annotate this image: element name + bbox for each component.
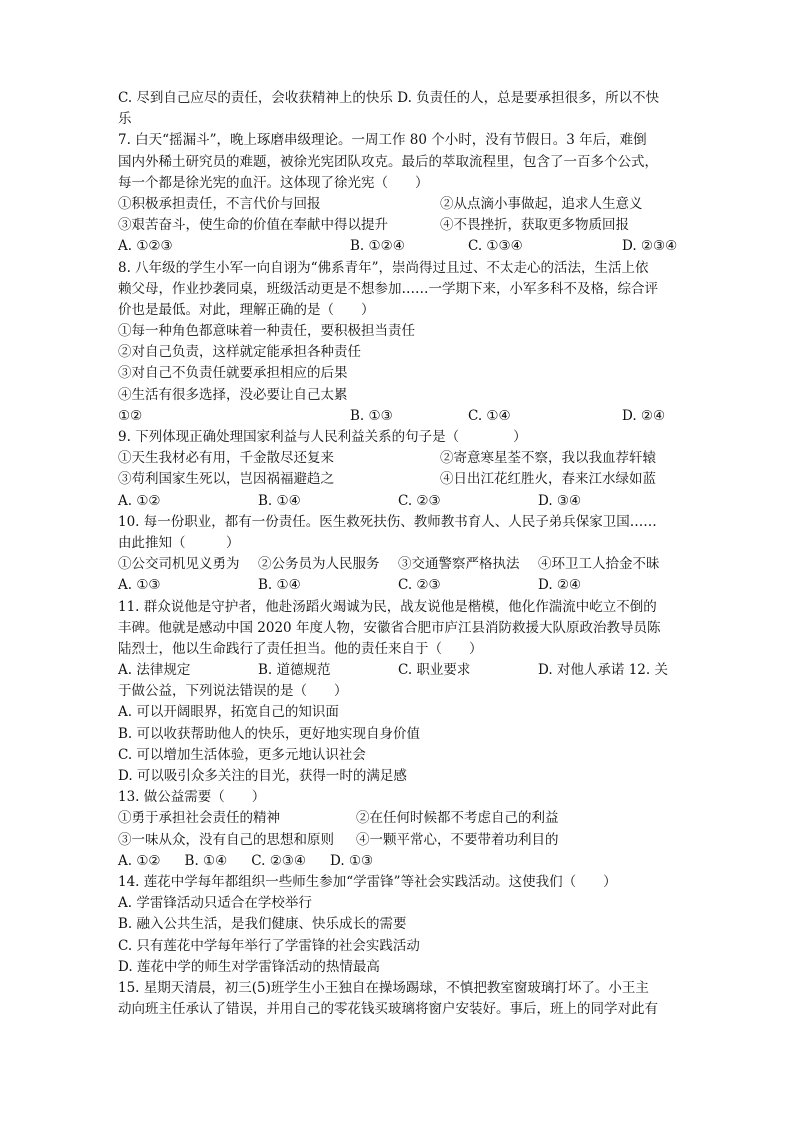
exam-content — [118, 88, 678, 1020]
statement: ①公交司机见义勇为 — [118, 556, 240, 573]
statement: ④环卫工人拾金不昧 — [538, 556, 660, 573]
question-15-stem: 15. 星期天清晨，初三(5)班学生小王独自在操场踢球，不慎把教室窗玻璃打坏了。小王主 — [118, 979, 649, 996]
statement: ③一味从众，没有自己的思想和原则 — [118, 831, 334, 848]
choice-c: C. 只有莲花中学每年举行了学雷锋的社会实践活动 — [118, 937, 420, 954]
question-11-stem: 11. 群众说他是守护者，他赴汤蹈火竭诚为民，战友说他是楷模，他化作湍流中屹立不倒的 — [118, 598, 657, 615]
question-13-stem: 13. 做公益需要（ ） — [118, 789, 266, 806]
question-13-choices — [118, 851, 678, 872]
question-8-stem: 赖父母，作业抄袭同桌，班级活动更是不想参加……一学期下来，小军多科不及格，综合评 — [118, 280, 658, 297]
question-11-stem: 丰碑。他就是感动中国 2020 年度人物，安徽省合肥市庐江县消防救援大队原政治教导员陈 — [118, 619, 661, 636]
question-10-stem: 由此推知（ ） — [118, 534, 240, 551]
choice-a: ①② — [118, 407, 143, 424]
question-8-stem: 价也是最低。对此，理解正确的是（ ） — [118, 301, 375, 318]
choice-b: B. ①③ — [350, 407, 393, 424]
choice-c: C. 可以增加生活体验，更多元地认识社会 — [118, 746, 366, 763]
choice-b: B. 融入公共生活，是我们健康、快乐成长的需要 — [118, 916, 407, 933]
statement: ④日出江花红胜火，春来江水绿如蓝 — [440, 471, 656, 488]
choice-a: A. 可以开阔眼界，拓宽自己的知识面 — [118, 704, 339, 721]
question-12-stem: 于做公益，下列说法错误的是（ ） — [118, 683, 348, 700]
text-line: 乐 — [118, 111, 132, 128]
choice-b: B. 道德规范 — [258, 662, 331, 679]
statement: ①积极承担责任，不言代价与回报 — [118, 195, 321, 212]
question-7-statements — [118, 215, 678, 236]
statement: ②从点滴小事做起，追求人生意义 — [440, 195, 643, 212]
statement: ②在任何时候都不考虑自己的利益 — [356, 810, 559, 827]
choice-d: D. ③④ — [538, 492, 582, 509]
choice-d: D. 对他人承诺 12. 关 — [538, 662, 668, 679]
choice-b: B. 可以收获帮助他人的快乐，更好地实现自身价值 — [118, 725, 421, 742]
statement: ①勇于承担社会责任的精神 — [118, 810, 280, 827]
choice-d: D. ①③ — [330, 852, 374, 869]
choice-a: A. 法律规定 — [118, 662, 191, 679]
text-line: C. 尽到自己应尽的责任，会收获精神上的快乐 D. 负责任的人，总是要承担很多，所以不快 — [118, 90, 660, 106]
question-7-stem: 国内外稀土研究员的难题，被徐光宪团队攻克。最后的萃取流程里，包含了一百多个公式， — [118, 153, 658, 170]
statement: ③苟利国家生死以，岂因祸福避趋之 — [118, 471, 334, 488]
question-10-statements — [118, 554, 678, 575]
question-7-stem: 7. 白天“摇漏斗”，晚上琢磨串级理论。一周工作 80 个小时，没有节假日。3 年后，难倒 — [118, 132, 647, 149]
question-14-stem: 14. 莲花中学每年都组织一些师生参加“学雷锋”等社会实践活动。这使我们（ ） — [118, 873, 617, 890]
statement: ③对自己不负责任就要承担相应的后果 — [118, 365, 348, 382]
choice-c: C. ②③④ — [251, 852, 307, 869]
choice-a: A. 学雷锋活动只适合在学校举行 — [118, 895, 312, 912]
question-10-stem: 10. 每一份职业，都有一份责任。医生救死扶伤、教师教书育人、人民子弟兵保家卫国…… — [118, 513, 657, 530]
question-8-stem: 8. 八年级的学生小军一向自诩为“佛系青年”，崇尚得过且过、不太走心的活法，生活上依 — [118, 259, 649, 276]
choice-c: C. ①④ — [468, 407, 511, 424]
statement: ③艰苦奋斗，使生命的价值在奉献中得以提升 — [118, 217, 388, 234]
choice-a: A. ①③ — [118, 577, 161, 594]
choice-d: D. ②③④ — [622, 238, 678, 255]
question-9-statements — [118, 469, 678, 490]
question-11-stem: 陆烈士，他以生命践行了责任担当。他的责任来自于（ ） — [118, 640, 483, 657]
choice-d: D. 可以吸引众多关注的目光，获得一时的满足感 — [118, 768, 407, 784]
statement: ①每一种角色都意味着一种责任，要积极担当责任 — [118, 323, 415, 340]
statement: ①天生我材必有用，千金散尽还复来 — [118, 450, 334, 467]
choice-c: C. ②③ — [398, 577, 441, 594]
statement: ②公务员为人民服务 — [258, 556, 380, 573]
statement: ④生活有很多选择，没必要让自己太累 — [118, 386, 348, 403]
question-11-choices — [118, 660, 678, 681]
choice-a: A. ①② — [118, 852, 161, 869]
choice-d: D. ②④ — [622, 407, 666, 424]
statement: ④一颗平常心，不要带着功利目的 — [356, 831, 559, 848]
question-9-stem: 9. 下列体现正确处理国家利益与人民利益关系的句子是（ ） — [118, 429, 527, 445]
question-13-statements — [118, 830, 678, 851]
question-10-choices — [118, 575, 678, 596]
question-9-statements — [118, 448, 678, 469]
statement: ②对自己负责，这样就定能承担各种责任 — [118, 344, 361, 361]
choice-c: C. ②③ — [398, 492, 441, 509]
choice-d: D. ②④ — [538, 577, 582, 594]
choice-c: C. 职业要求 — [398, 662, 471, 679]
question-8-choices — [118, 406, 678, 427]
choice-b: B. ①②④ — [350, 238, 405, 255]
choice-b: B. ①④ — [258, 492, 301, 509]
question-15-stem: 动向班主任承认了错误，并用自己的零花钱买玻璃将窗户安装好。事后，班上的同学对此有 — [118, 1001, 658, 1018]
question-7-statements — [118, 194, 678, 215]
statement: ③交通警察严格执法 — [398, 556, 520, 573]
question-7-stem: 每一个都是徐光宪的血汗。这体现了徐光宪（ ） — [118, 174, 429, 191]
choice-d: D. 莲花中学的师生对学雷锋活动的热情最高 — [118, 958, 380, 975]
question-13-statements — [118, 808, 678, 829]
choice-c: C. ①③④ — [468, 238, 523, 255]
choice-b: B. ①④ — [184, 852, 228, 869]
question-7-choices — [118, 236, 678, 257]
choice-a: A. ①②③ — [118, 238, 173, 255]
question-9-choices — [118, 491, 678, 512]
statement: ④不畏挫折，获取更多物质回报 — [440, 217, 629, 234]
choice-b: B. ①④ — [258, 577, 301, 594]
statement: ②寄意寒星荃不察，我以我血荐轩辕 — [440, 450, 656, 467]
choice-a: A. ①② — [118, 492, 161, 509]
